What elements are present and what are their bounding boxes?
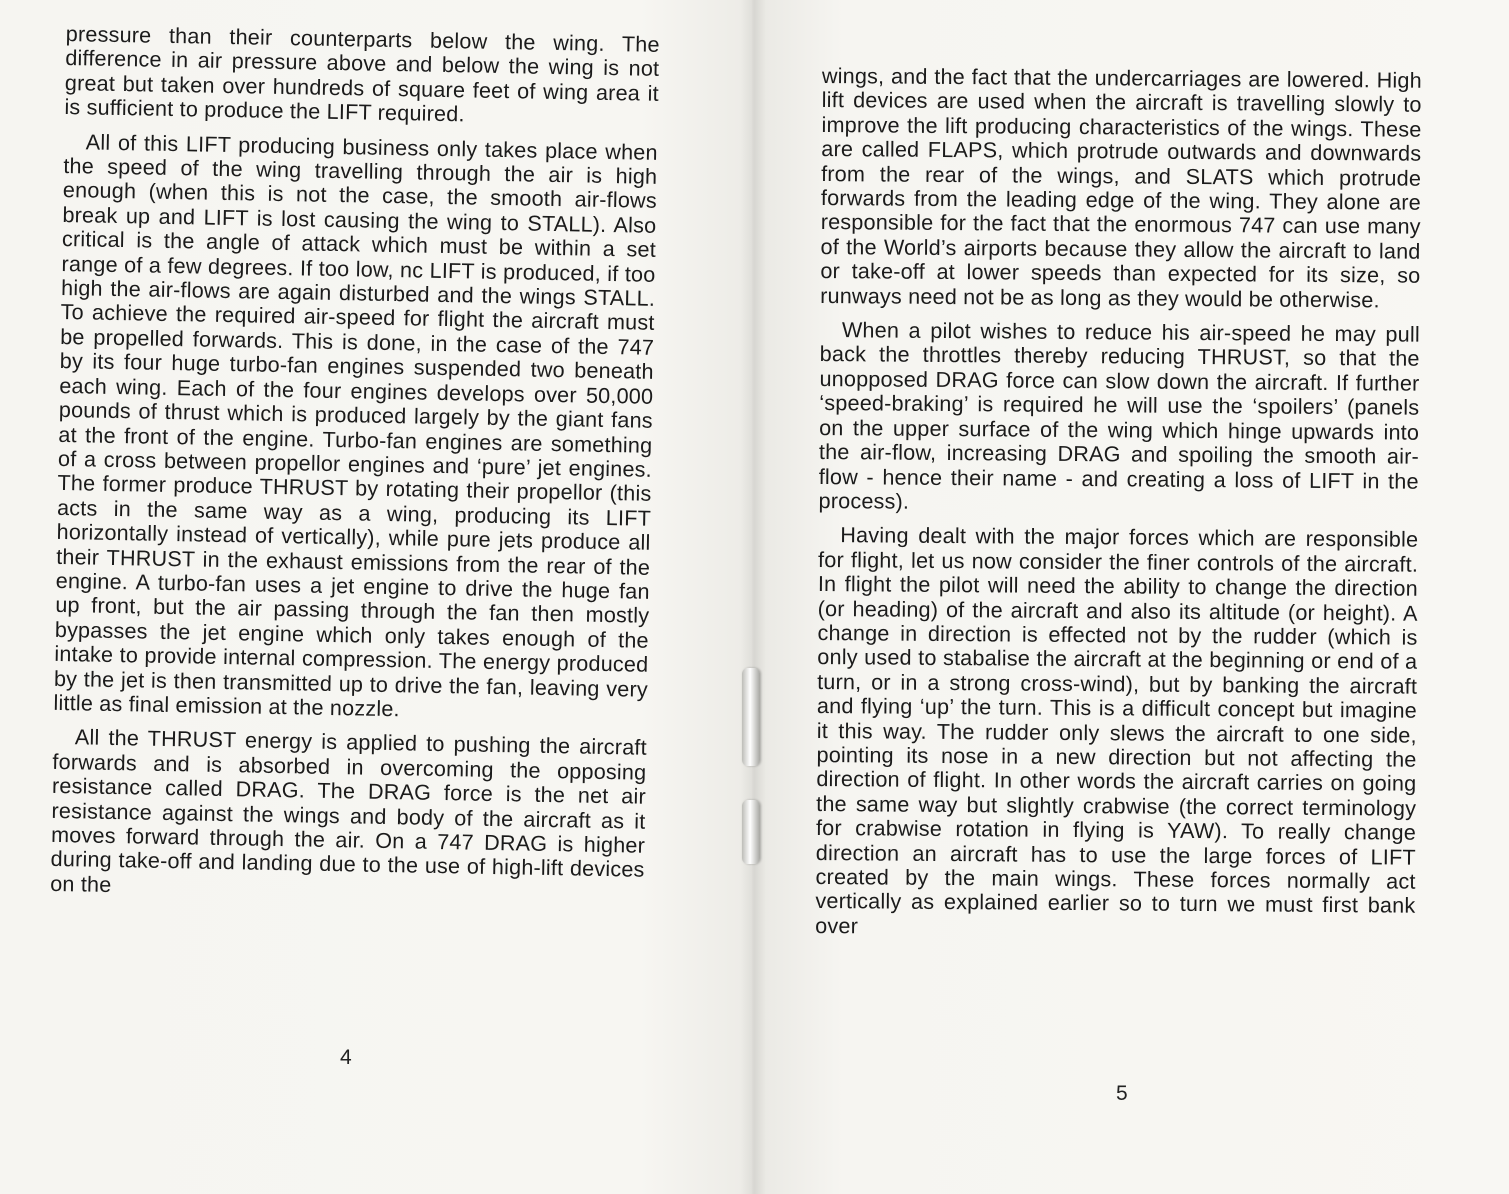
left-paragraph-2: All of this LIFT producing business only takes place when the speed of the wing travelling through the air is high enough (when this is not the case, the smooth air-flows break up and LIFT is lost causing the wing to STALL). Also critical is the angle of attack which must be within a set range of a few degrees. If too low, nc LIFT is produced, if too high the air-flows are again disturbed and the wings STALL. To achieve the required air-speed for flight the aircraft must be propelled forwards. This is done, in the case of the 747 by its four huge turbo-fan engines suspended two beneath each wing. Each of the four engines develops over 50,000 pounds of thrust which is produced largely by the giant fans at the front of the engine. Turbo-fan engines are something of a cross between propellor engines and ‘pure’ jet engines. The former produce THRUST by rotating their propellor (this acts in the same way as a wing, producing its LIFT horizontally instead of vertically), while pure jets produce all their THRUST in the exhaust emissions from the rear of the engine. A turbo-fan uses a jet engine to drive the huge fan up front, but the air passing through the fan then mostly bypasses the jet engine which only takes enough of the intake to provide internal compression. The energy produced by the jet is then transmitted up to drive the fan, leaving very little as final emission at the nozzle. <box>53 129 658 722</box>
left-page-number: 4 <box>340 1046 352 1069</box>
left-paragraph-1: pressure than their counterparts below the wing. The difference in air pressure above and below the wing is not great but taken over hundreds of square feet of wing area it is sufficient to produce the LIFT required. <box>64 21 660 127</box>
right-page-text <box>815 64 1422 953</box>
right-paragraph-3: Having dealt with the major forces which are responsible for flight, let us now consider the finer controls of the aircraft. In flight the pilot will need the ability to change the direction (or heading) of the aircraft and also its altitude (or height). A change in direction is effected not by the rudder (which is only used to stabalise the aircraft at the beginning or end of a turn, or in a strong cross-wind), but by banking the aircraft and flying ‘up’ the turn. This is a difficult concept but imagine it this way. The rudder only slews the aircraft to one side, pointing its nose in a new direction but not affecting the direction of flight. In other words the aircraft carries on going the same way but slightly crabwise (the correct terminology for crabwise rotation in flying is YAW). To really change direction an aircraft has to use the large forces of LIFT created by the main wings. These forces normally act vertically as explained earlier so to turn we must first bank over <box>815 522 1419 939</box>
staple-top <box>742 668 760 766</box>
book-gutter <box>740 0 766 1194</box>
left-page-text <box>50 22 660 917</box>
right-page-number: 5 <box>1116 1082 1128 1105</box>
left-paragraph-3: All the THRUST energy is applied to pushing the aircraft forwards and is absorbed in overcoming the opposing resistance called DRAG. The DRAG force is the net air resistance against the wings and body of the aircraft as it moves forward through the air. On a 747 DRAG is higher during take-off and landing due to the use of high-lift devices on the <box>49 724 648 897</box>
right-paragraph-1: wings, and the fact that the undercarriages are lowered. High lift devices are used when the aircraft is travelling slowly to improve the lift producing characteristics of the wings. These are called FLAPS, which protrude outwards and downwards from the rear of the wings, and SLATS which protrude forwards from the leading edge of the wing. They alone are responsible for the fact that the enormous 747 can use many of the World’s airports because they allow the aircraft to land or take-off at lower speeds than expected for its size, so runways need not be as long as they would be otherwise. <box>820 63 1422 313</box>
staple-bottom <box>742 800 760 864</box>
right-paragraph-2: When a pilot wishes to reduce his air-speed he may pull back the throttles thereby reducing THRUST, so that the unopposed DRAG force can slow down the aircraft. If further ‘speed-braking’ is required he will use the ‘spoilers’ (panels on the upper surface of the wing which hinge upwards into the air-flow, increasing DRAG and spoiling the smooth air-flow - hence their name - and creating a loss of LIFT in the process). <box>818 317 1420 514</box>
